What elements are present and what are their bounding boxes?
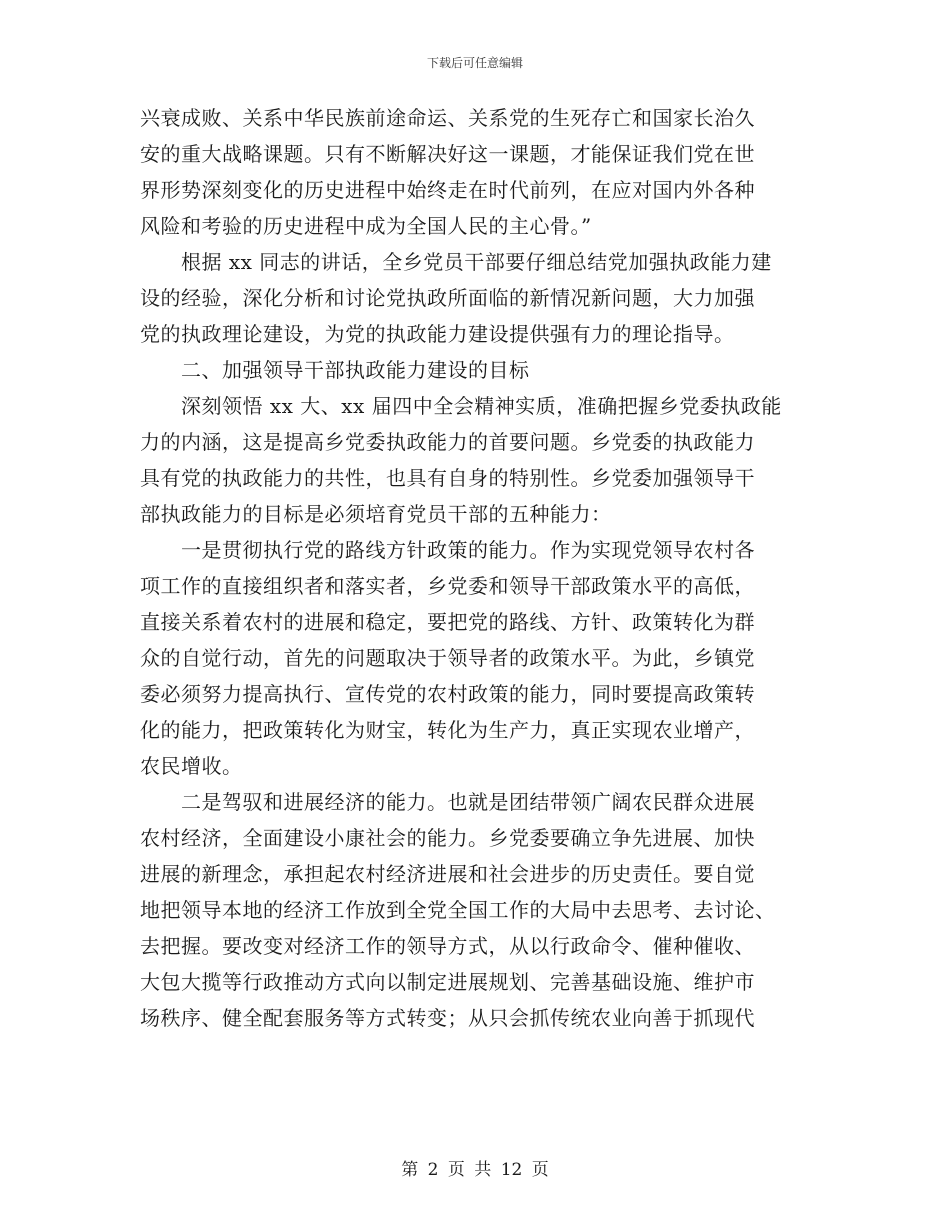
text-line: 农村经济，全面建设小康社会的能力。乡党委要确立争先进展、加快 [140, 826, 755, 850]
section-heading: 二、加强领导干部执政能力建设的目标 [140, 358, 530, 382]
text-line: 地把领导本地的经济工作放到全党全国工作的大局中去思考、去讨论、 [140, 898, 776, 922]
text-line: 大包大揽等行政推动方式向以制定进展规划、完善基础设施、维护市 [140, 970, 755, 994]
text-line: 众的自觉行动，首先的问题取决于领导者的政策水平。为此，乡镇党 [140, 646, 755, 670]
text-line: 化的能力，把政策转化为财宝，转化为生产力，真正实现农业增产， [140, 718, 755, 742]
text-line: 根据 xx 同志的讲话，全乡党员干部要仔细总结党加强执政能力建 [140, 250, 772, 274]
text-line: 兴衰成败、关系中华民族前途命运、关系党的生死存亡和国家长治久 [140, 106, 755, 130]
text-line: 二是驾驭和进展经济的能力。也就是团结带领广阔农民群众进展 [140, 790, 755, 814]
text-line: 进展的新理念，承担起农村经济进展和社会进步的历史责任。要自觉 [140, 862, 755, 886]
text-line: 党的执政理论建设，为党的执政能力建设提供强有力的理论指导。 [140, 322, 735, 346]
text-line: 一是贯彻执行党的路线方针政策的能力。作为实现党领导农村各 [140, 538, 755, 562]
text-line: 具有党的执政能力的共性，也具有自身的特别性。乡党委加强领导干 [140, 466, 755, 490]
document-body [140, 100, 815, 1036]
text-line: 农民增收。 [140, 754, 243, 778]
text-line: 项工作的直接组织者和落实者，乡党委和领导干部政策水平的高低， [140, 574, 755, 598]
page-header: 下载后可任意编辑 [426, 56, 523, 70]
text-line: 去把握。要改变对经济工作的领导方式，从以行政命令、催种催收、 [140, 934, 755, 958]
text-line: 委必须努力提高执行、宣传党的农村政策的能力，同时要提高政策转 [140, 682, 755, 706]
text-line: 安的重大战略课题。只有不断解决好这一课题，才能保证我们党在世 [140, 142, 755, 166]
text-line: 深刻领悟 xx 大、xx 届四中全会精神实质，准确把握乡党委执政能 [140, 394, 782, 418]
text-line: 力的内涵，这是提高乡党委执政能力的首要问题。乡党委的执政能力 [140, 430, 755, 454]
text-line: 部执政能力的目标是必须培育党员干部的五种能力： [140, 502, 612, 526]
page-number-footer: 第 2 页 共 12 页 [401, 1160, 549, 1180]
text-line: 界形势深刻变化的历史进程中始终走在时代前列，在应对国内外各种 [140, 178, 755, 202]
text-line: 设的经验，深化分析和讨论党执政所面临的新情况新问题，大力加强 [140, 286, 755, 310]
text-line: 直接关系着农村的进展和稳定，要把党的路线、方针、政策转化为群 [140, 610, 755, 634]
text-line: 风险和考验的历史进程中成为全国人民的主心骨。” [140, 214, 592, 238]
text-line: 场秩序、健全配套服务等方式转变；从只会抓传统农业向善于抓现代 [140, 1006, 755, 1030]
